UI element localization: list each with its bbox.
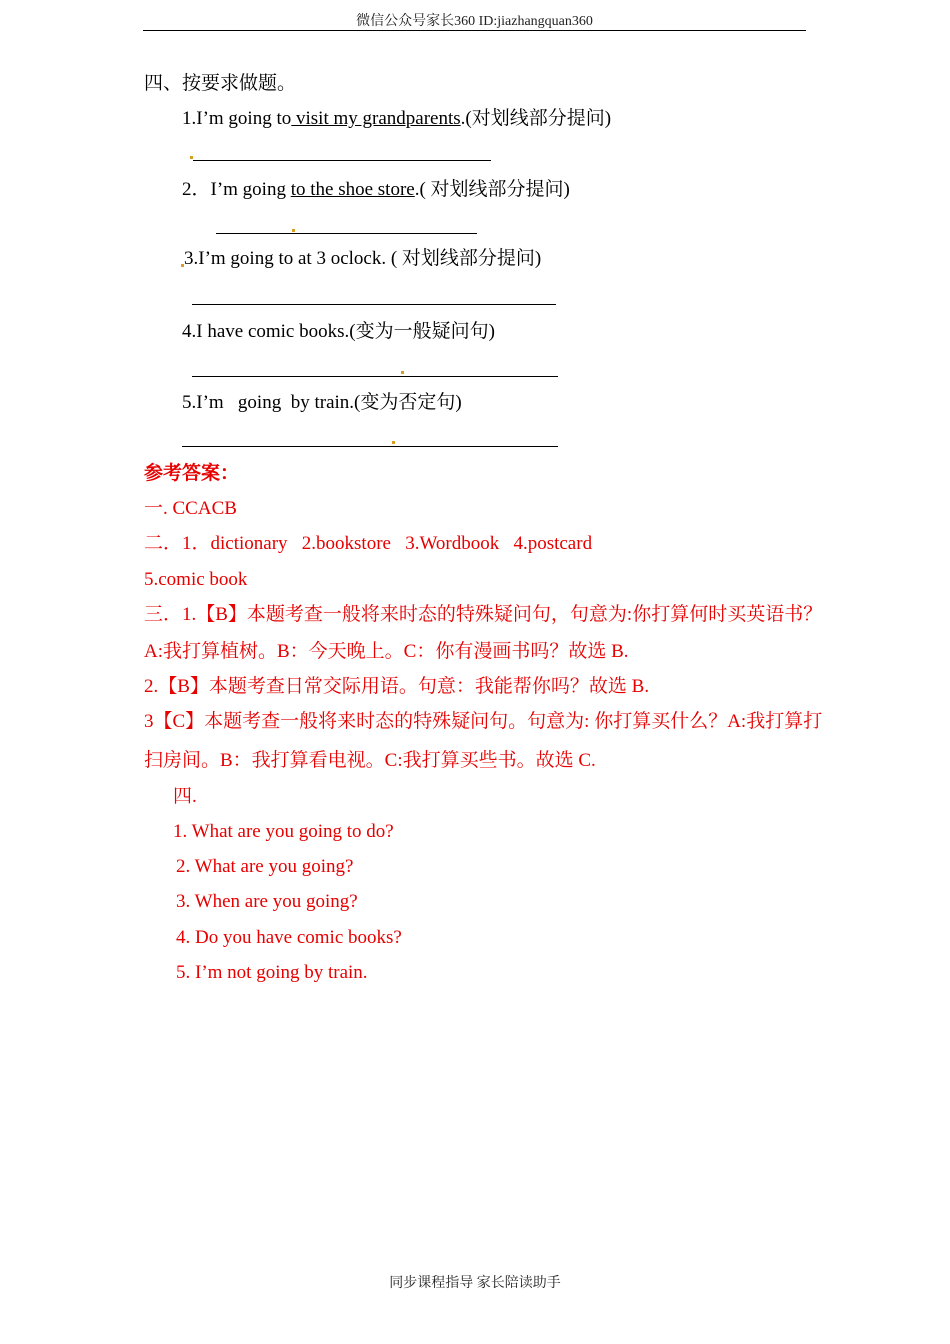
answer-part-2-line-2: 5.comic book [144,569,248,590]
question-1-suffix: .(对划线部分提问) [460,108,612,129]
question-1-prefix: 1.I’m going to [182,108,292,129]
answer-part-3-q1-line-2: A:我打算植树。B：今天晚上。C：你有漫画书吗？故选 B. [144,641,629,662]
answer-part-4-item-2: 2. What are you going? [176,856,354,877]
decorative-dot [392,441,395,444]
question-2-underlined: to the shoe store [290,179,415,200]
section-title: 四、按要求做题。 [144,73,297,94]
answers-heading: 参考答案： [144,463,240,484]
header-rule [143,30,806,31]
decorative-dot [401,371,404,374]
decorative-dot [292,229,295,232]
answer-part-3-q3-line-1: 3【C】本题考查一般将来时态的特殊疑问句。句意为: 你打算买什么？A:我打算打 [144,711,823,732]
question-2-suffix: .( 对划线部分提问) [414,179,570,200]
answer-part-3-q1-line-1: 三．1.【B】本题考查一般将来时态的特殊疑问句，句意为:你打算何时买英语书？ [144,604,823,625]
answer-part-1: 一. CCACB [144,498,237,519]
question-5: 5.I’m going by train.(变为否定句) [182,392,462,413]
answer-part-4-item-3: 3. When are you going? [176,891,358,912]
answer-part-4-item-4: 4. Do you have comic books? [176,927,402,948]
answer-part-4-item-5: 5. I’m not going by train. [176,962,368,983]
question-1-underlined: visit my grandparents [291,108,461,129]
question-3: 3.I’m going to at 3 oclock. ( 对划线部分提问) [184,248,542,269]
page-header: 微信公众号家长360 ID:jiazhangquan360 [356,14,593,29]
answer-part-2-line-1: 二．1．dictionary 2.bookstore 3.Wordbook 4.postcard [144,533,593,554]
page-footer: 同步课程指导 家长陪读助手 [389,1276,561,1291]
answer-blank-2[interactable] [216,233,477,234]
answer-part-3-q3-line-2: 扫房间。B：我打算看电视。C:我打算买些书。故选 C. [144,750,596,771]
question-1 [182,107,611,131]
question-2-prefix: 2．I’m going [182,179,291,200]
answer-blank-5[interactable] [182,446,558,447]
answer-part-4-item-1: 1. What are you going to do? [173,821,394,842]
answer-part-3-q2: 2.【B】本题考查日常交际用语。句意：我能帮你吗？故选 B. [144,676,650,697]
decorative-dot [190,156,193,159]
answer-part-4-title: 四. [173,786,197,807]
question-4: 4.I have comic books.(变为一般疑问句) [182,321,495,342]
answer-blank-4[interactable] [192,376,558,377]
answer-blank-1[interactable] [193,160,491,161]
answer-blank-3[interactable] [192,304,556,305]
question-2 [182,178,570,202]
